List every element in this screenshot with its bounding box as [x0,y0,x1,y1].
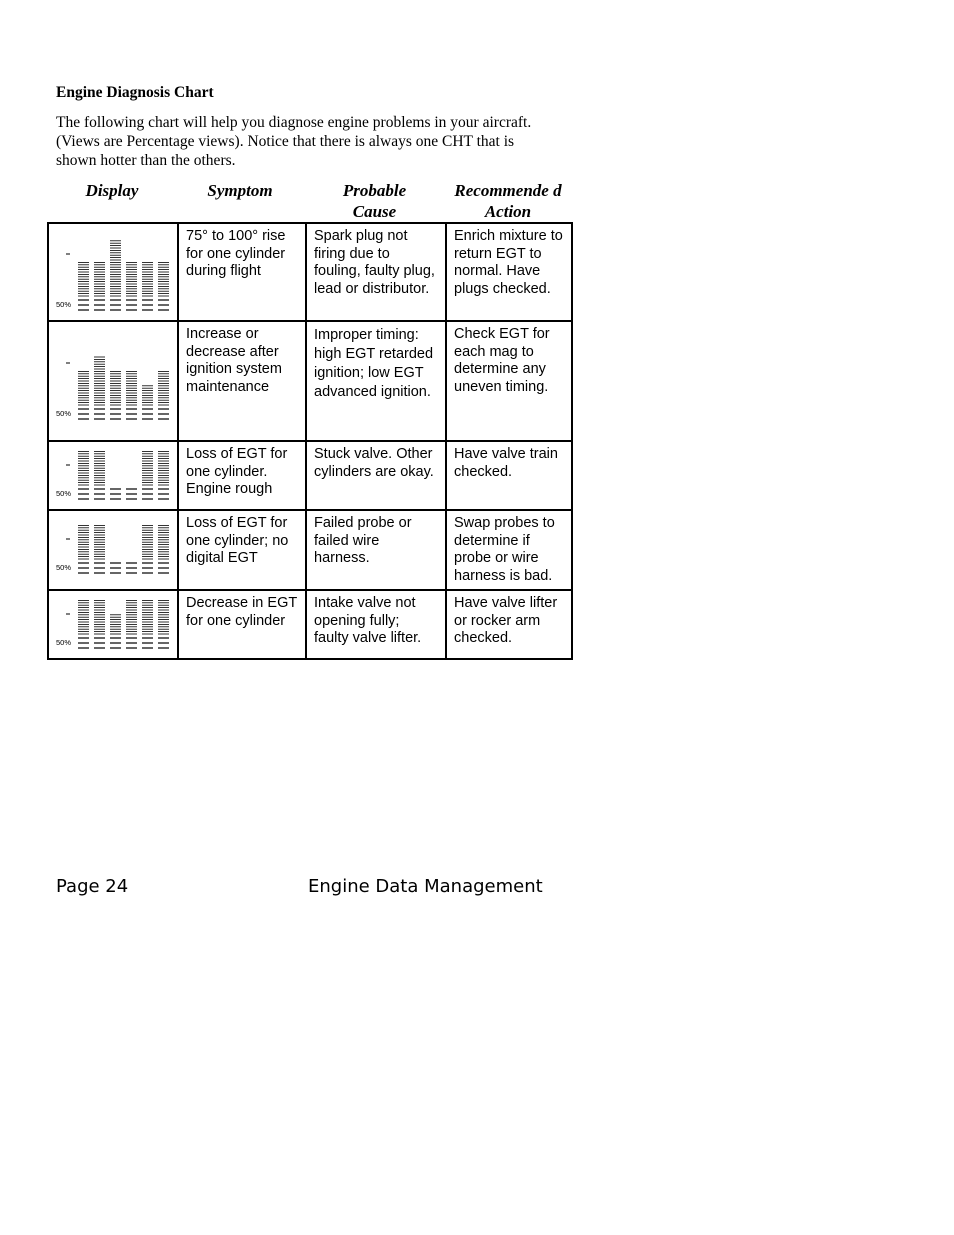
action-cell: Have valve lifter or rocker arm checked. [446,590,572,659]
table-row [48,510,572,590]
scale-label: 50% [56,300,72,309]
column-header-display: Display [85,181,139,200]
cylinder-bar [94,600,105,648]
scale-label: 50% [56,409,72,418]
bar-graph-display [49,224,177,320]
cylinder-bar [126,371,137,419]
scale-label: 50% [56,488,72,498]
table-row [48,441,572,510]
display-cell [48,223,178,321]
bar-graph-display [49,443,177,509]
table-row [48,590,572,659]
cylinder-bar [78,451,89,499]
action-cell: Enrich mixture to return EGT to normal. Have plugs checked. [446,223,572,321]
symptom-cell: Decrease in EGT for one cylinder [178,590,306,659]
column-header-symptom: Symptom [207,181,273,200]
action-cell: Have valve train checked. [446,441,572,510]
action-cell: Swap probes to determine if probe or wire harness is bad. [446,510,572,590]
scale-label: 50% [56,637,72,647]
display-cell [48,321,178,441]
display-cell [48,441,178,510]
bar-graph-display [49,333,177,429]
bar-graph-display [49,592,177,658]
cylinder-bar [142,262,153,310]
cylinder-bar [110,489,121,499]
footer-page-number: Page 24 [56,876,129,897]
cylinder-bar [158,371,169,419]
cause-cell: Stuck valve. Other cylinders are okay. [306,441,446,510]
cylinder-bar [142,525,153,573]
scale-label: 50% [56,563,72,572]
action-cell: Check EGT for each mag to determine any uneven timing. [446,321,572,441]
cause-cell: Spark plug not firing due to fouling, faulty plug, lead or distributor. [306,223,446,321]
cylinder-bar [158,600,169,648]
cylinder-bar [110,614,121,647]
cylinder-bar [158,525,169,573]
column-header-recommended-action: Recommende d Action [454,181,562,221]
cylinder-bar [94,525,105,573]
column-header-probable-cause: Probable Cause [342,181,407,221]
table-row [48,321,572,441]
table-row [48,223,572,321]
cylinder-bar [78,371,89,419]
intro-paragraph: The following chart will help you diagnose engine problems in your aircraft. (Views are Percentage views). Notice that there is always one CHT that is shown hotter than the others. [56,114,532,169]
cause-cell: Failed probe or failed wire harness. [306,510,446,590]
symptom-cell: Loss of EGT for one cylinder; no digital EGT [178,510,306,590]
cylinder-bar [94,451,105,499]
cylinder-bar [110,241,121,310]
cylinder-bar [142,386,153,419]
cylinder-bar [126,262,137,310]
cylinder-bar [126,489,137,499]
cylinder-bar [110,563,121,573]
diagnosis-table [47,222,573,660]
cylinder-bar [78,600,89,648]
display-cell [48,590,178,659]
cylinder-bar [126,563,137,573]
cylinder-bar [78,262,89,310]
cylinder-bar [94,357,105,419]
cylinder-bar [94,262,105,310]
display-cell [48,510,178,590]
cylinder-bar [78,525,89,573]
cylinder-bar [110,371,121,419]
symptom-cell: Increase or decrease after ignition system maintenance [178,321,306,441]
footer-title: Engine Data Management [308,876,543,897]
symptom-cell: 75° to 100° rise for one cylinder during flight [178,223,306,321]
cylinder-bar [158,262,169,310]
chart-heading: Engine Diagnosis Chart [56,84,214,101]
cylinder-bar [142,451,153,499]
cylinder-bar [142,600,153,648]
bar-graph-display [49,517,177,583]
symptom-cell: Loss of EGT for one cylinder. Engine rough [178,441,306,510]
cylinder-bar [126,600,137,648]
cylinder-bar [158,451,169,499]
cause-cell: Intake valve not opening fully; faulty valve lifter. [306,590,446,659]
cause-cell: Improper timing: high EGT retarded ignition; low EGT advanced ignition. [306,321,446,441]
